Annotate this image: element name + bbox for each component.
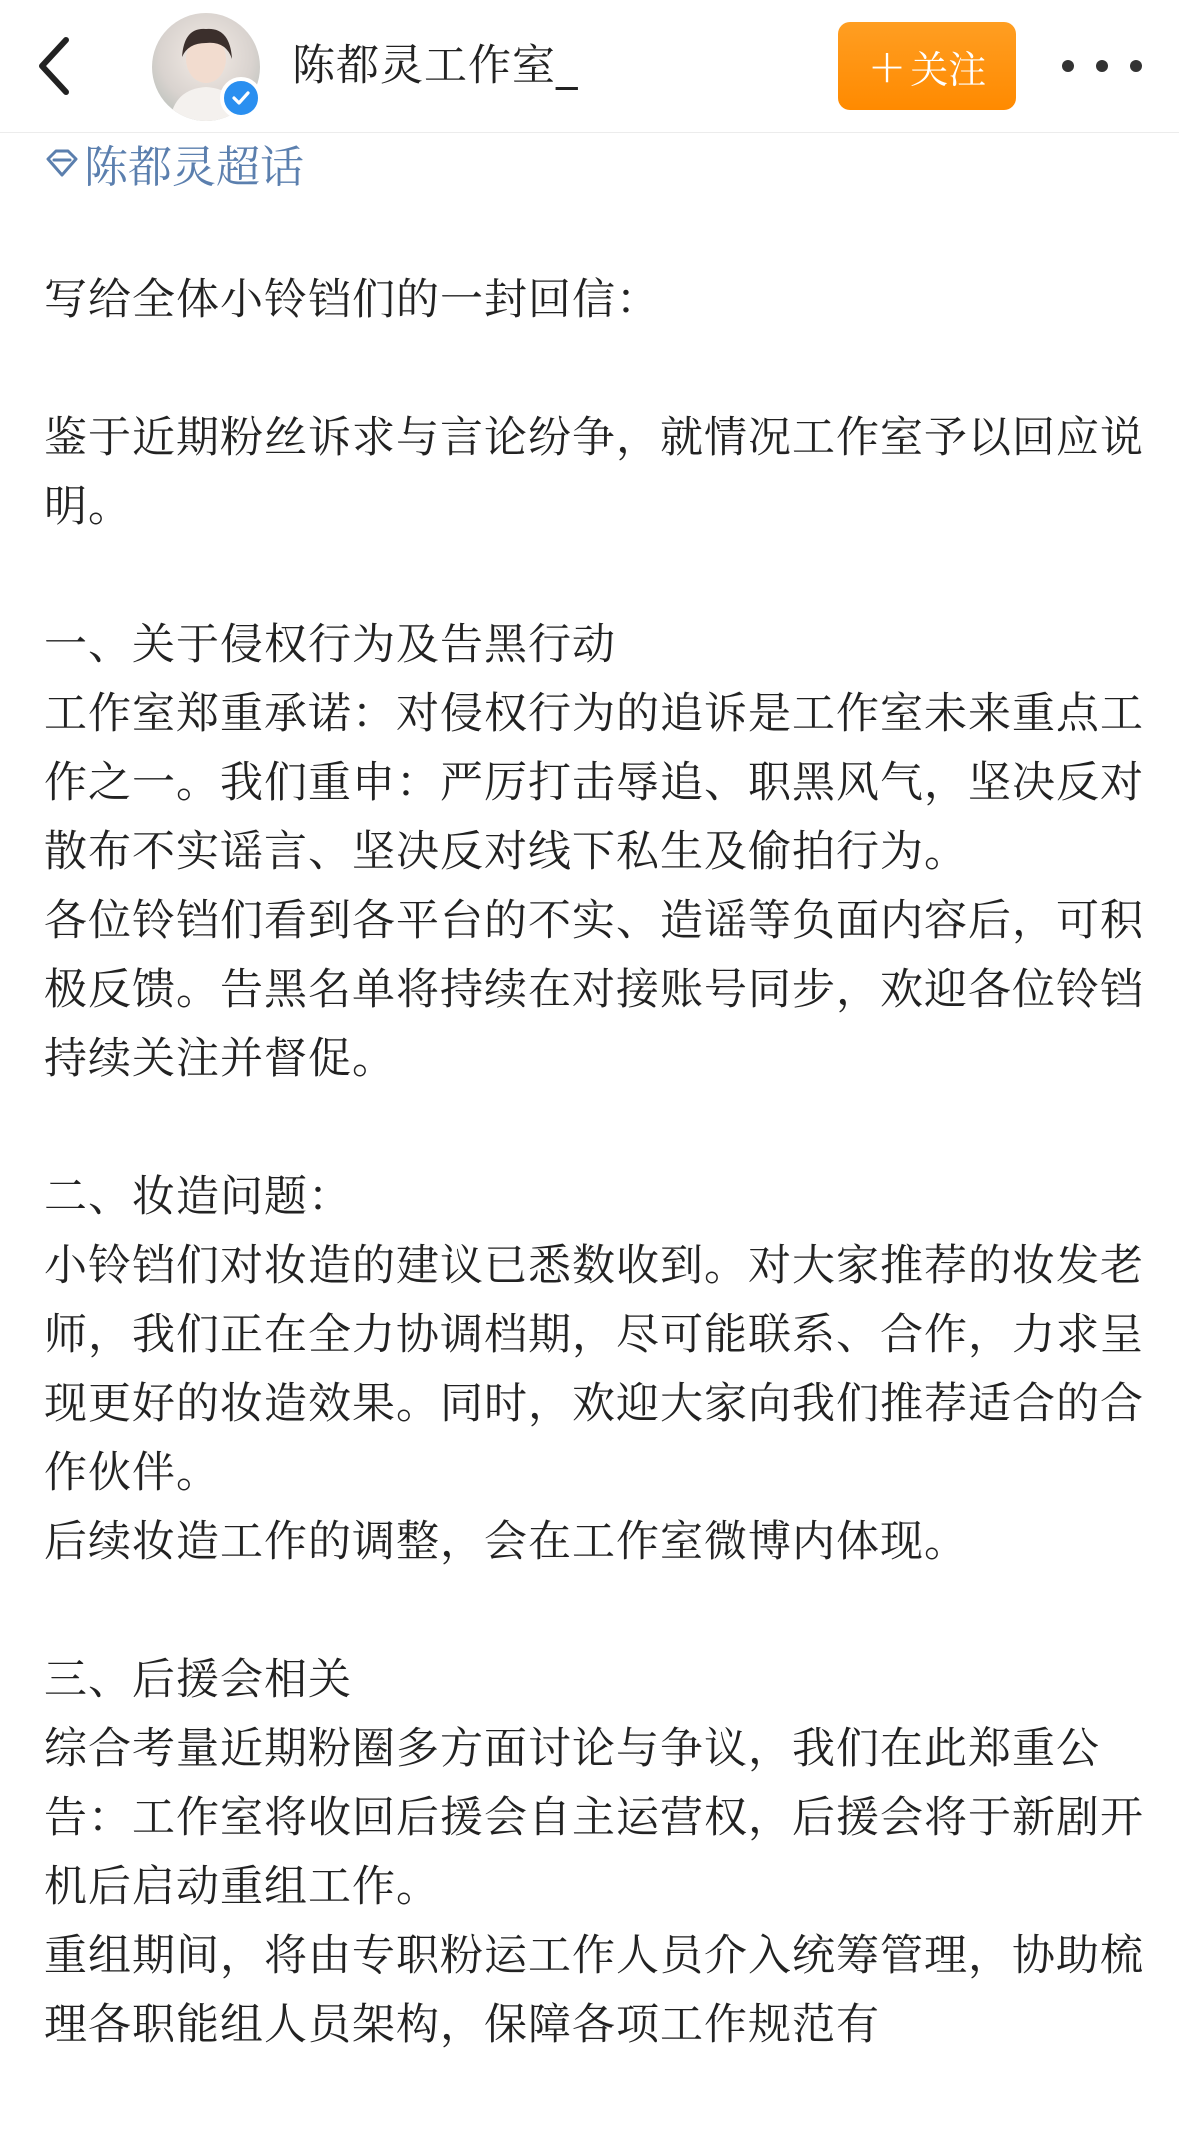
section-heading: 三、后援会相关 <box>44 1655 352 1705</box>
section-paragraph: 后续妆造工作的调整，会在工作室微博内体现。 <box>44 1517 968 1567</box>
more-dot <box>1130 60 1142 72</box>
intro-paragraph: 鉴于近期粉丝诉求与言论纷争，就情况工作室予以回应说明。 <box>44 413 1144 532</box>
avatar[interactable] <box>152 13 260 121</box>
follow-label: 关注 <box>910 47 987 92</box>
section-paragraph: 各位铃铛们看到各平台的不实、造谣等负面内容后，可积极反馈。告黑名单将持续在对接账号同步，欢迎各位铃铛持续关注并督促。 <box>44 896 1144 1084</box>
account-name[interactable]: 陈都灵工作室_ <box>292 41 579 91</box>
section-heading: 一、关于侵权行为及告黑行动 <box>44 620 616 670</box>
section-paragraph: 重组期间，将由专职粉运工作人员介入统筹管理，协助梳理各职能组人员架构，保障各项工作规范有 <box>44 1931 1144 2050</box>
top-nav-bar <box>0 0 1179 133</box>
section-paragraph: 工作室郑重承诺：对侵权行为的追诉是工作室未来重点工作之一。我们重申：严厉打击辱追、职黑风气，坚决反对散布不实谣言、坚决反对线下私生及偷拍行为。 <box>44 689 1144 877</box>
post-content <box>0 133 1179 2137</box>
topic-label: 陈都灵超话 <box>84 142 304 193</box>
more-dot <box>1096 60 1108 72</box>
post-title: 写给全体小铃铛们的一封回信： <box>44 275 660 325</box>
section-paragraph: 小铃铛们对妆造的建议已悉数收到。对大家推荐的妆发老师，我们正在全力协调档期，尽可能联系、合作，力求呈现更好的妆造效果。同时，欢迎大家向我们推荐适合的合作伙伴。 <box>44 1241 1144 1498</box>
back-button[interactable] <box>22 28 86 104</box>
more-dot <box>1062 60 1074 72</box>
more-options-button[interactable] <box>1062 44 1142 88</box>
super-topic-link[interactable] <box>44 133 304 193</box>
follow-button[interactable] <box>838 22 1016 110</box>
verified-badge-icon <box>220 77 262 119</box>
section-heading: 二、妆造问题： <box>44 1172 352 1222</box>
diamond-icon <box>44 145 80 181</box>
chevron-left-icon <box>34 34 74 98</box>
section-paragraph: 综合考量近期粉圈多方面讨论与争议，我们在此郑重公告：工作室将收回后援会自主运营权，后援会将于新剧开机后启动重组工作。 <box>44 1724 1144 1912</box>
post-body <box>44 266 1144 2060</box>
plus-icon: + <box>867 39 907 93</box>
